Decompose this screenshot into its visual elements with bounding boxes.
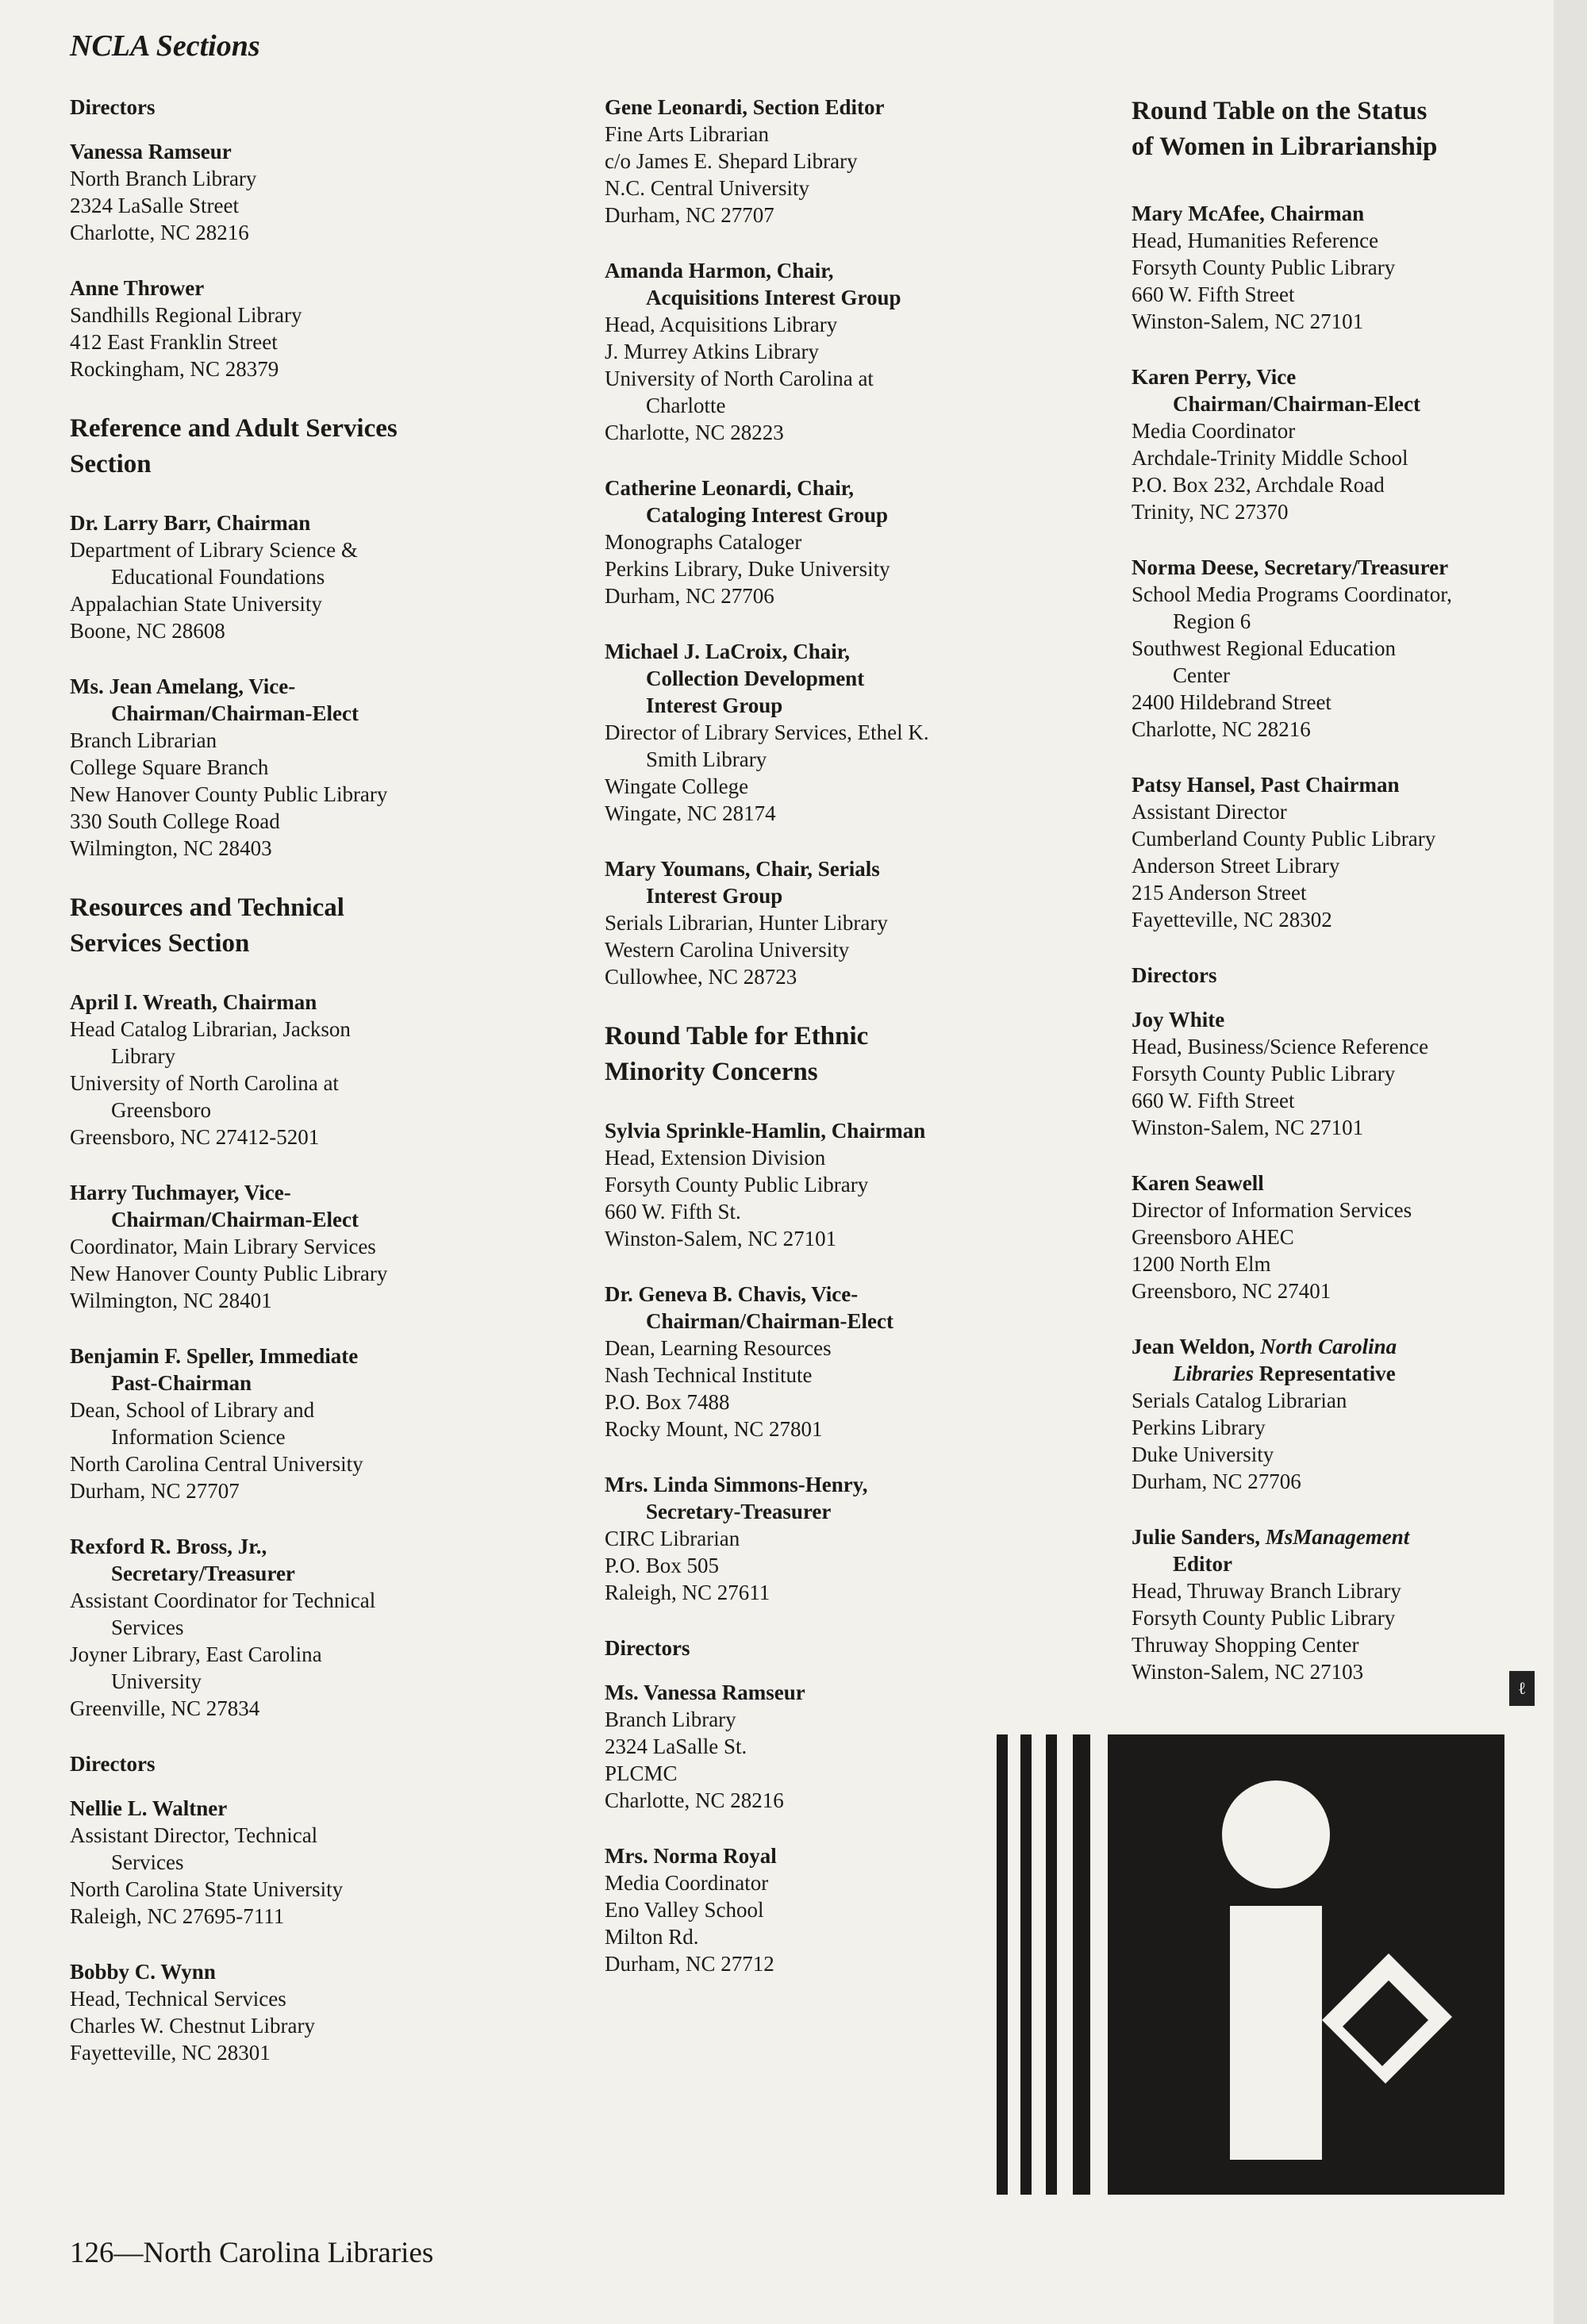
entry-name-text: Representative — [1254, 1362, 1396, 1385]
entry-line: Forsyth County Public Library — [1132, 1606, 1396, 1630]
directory-entry — [70, 509, 514, 644]
entry-name-line — [1132, 1360, 1552, 1387]
entry-name — [70, 673, 514, 727]
entry-name-line: Rexford R. Bross, Jr., — [70, 1535, 267, 1558]
directors-heading: Directors — [1132, 963, 1217, 987]
entry-line: Assistant Director — [1132, 800, 1287, 824]
entry-line: 215 Anderson Street — [1132, 881, 1307, 905]
entry-line: Wingate College — [605, 774, 749, 798]
entry-line: Raleigh, NC 27611 — [605, 1581, 770, 1604]
end-mark-icon: ℓ — [1509, 1671, 1535, 1706]
entry-line: Rocky Mount, NC 27801 — [605, 1417, 823, 1441]
entry-name-line: Dr. Geneva B. Chavis, Vice- — [605, 1282, 859, 1306]
entry-line: Rockingham, NC 28379 — [70, 357, 279, 381]
entry-line: 412 East Franklin Street — [70, 330, 278, 354]
entry-line: Raleigh, NC 27695-7111 — [70, 1904, 285, 1928]
entry-line: Assistant Coordinator for Technical — [70, 1588, 376, 1612]
entry-line: Coordinator, Main Library Services — [70, 1235, 376, 1258]
column-2 — [605, 94, 1017, 2006]
entry-name: Nellie L. Waltner — [70, 1796, 228, 1820]
directory-entry — [70, 1179, 514, 1314]
entry-name-line: Collection Development — [646, 666, 865, 690]
entry-line: 2400 Hildebrand Street — [1132, 690, 1331, 714]
section-heading-line: Round Table on the Status — [1132, 97, 1428, 125]
entry-name — [605, 257, 1017, 311]
entry-name-line — [1132, 1525, 1409, 1549]
directory-entry — [1132, 1006, 1552, 1141]
entry-line: 330 South College Road — [70, 809, 280, 833]
entry-line: Durham, NC 27712 — [605, 1952, 774, 1976]
directors-heading: Directors — [70, 95, 156, 119]
directory-entry — [70, 138, 514, 246]
entry-name-line: Chairman/Chairman-Elect — [1173, 392, 1420, 416]
entry-line: Charles W. Chestnut Library — [70, 2014, 315, 2038]
entry-name-line: Karen Perry, Vice — [1132, 365, 1297, 389]
entry-line: Thruway Shopping Center — [1132, 1633, 1359, 1657]
entry-name: Mrs. Norma Royal — [605, 1844, 777, 1868]
section-heading — [1132, 94, 1552, 165]
entry-name-line: Ms. Jean Amelang, Vice- — [70, 674, 296, 698]
entry-line: Services — [111, 1850, 184, 1874]
entry-name — [605, 1281, 1017, 1335]
entry-line: Fayetteville, NC 28302 — [1132, 908, 1332, 932]
entry-line: Dean, Learning Resources — [605, 1336, 832, 1360]
entry-line: North Branch Library — [70, 167, 257, 190]
entry-line: Head, Extension Division — [605, 1146, 826, 1170]
entry-line: Forsyth County Public Library — [605, 1173, 869, 1197]
entry-name-line: Secretary-Treasurer — [646, 1500, 832, 1523]
entry-name: Norma Deese, Secretary/Treasurer — [1132, 555, 1449, 579]
entry-line: Media Coordinator — [1132, 419, 1296, 443]
entry-name-line: Past-Chairman — [111, 1371, 252, 1395]
entry-line: Head, Acquisitions Library — [605, 313, 838, 336]
entry-line: Sandhills Regional Library — [70, 303, 302, 327]
directory-entry — [605, 474, 1017, 609]
entry-line: Trinity, NC 27370 — [1132, 500, 1289, 524]
entry-name-line: Michael J. LaCroix, Chair, — [605, 640, 850, 663]
library-logo-icon — [997, 1734, 1520, 2195]
section-heading — [70, 890, 514, 962]
entry-line: Head Catalog Librarian, Jackson — [70, 1017, 351, 1041]
entry-name — [1132, 1333, 1552, 1387]
entry-line: 2324 LaSalle Street — [70, 194, 239, 217]
entry-name-line: Secretary/Treasurer — [111, 1561, 295, 1585]
entry-name — [1132, 1523, 1552, 1577]
page-edge-shadow — [1554, 0, 1587, 2324]
entry-line: North Carolina Central University — [70, 1452, 363, 1476]
directors-heading: Directors — [70, 1752, 156, 1776]
entry-name-line: Chairman/Chairman-Elect — [111, 701, 359, 725]
directory-entry — [70, 989, 514, 1150]
entry-line: University of North Carolina at — [70, 1071, 339, 1095]
directory-entry — [605, 1281, 1017, 1442]
section-tag: NCLA Sections — [70, 29, 260, 63]
entry-line: Greenville, NC 27834 — [70, 1696, 260, 1720]
entry-line: Winston-Salem, NC 27103 — [1132, 1660, 1364, 1684]
entry-name: Dr. Larry Barr, Chairman — [70, 511, 311, 535]
entry-line: 2324 LaSalle St. — [605, 1734, 747, 1758]
entry-line: Center — [1173, 663, 1230, 687]
entry-line: Charlotte, NC 28223 — [605, 421, 784, 444]
entry-name-line: Benjamin F. Speller, Immediate — [70, 1344, 359, 1368]
entry-line: Wilmington, NC 28401 — [70, 1289, 272, 1312]
entry-line: Cumberland County Public Library — [1132, 827, 1436, 851]
entry-line: Charlotte — [646, 394, 726, 417]
entry-line: Durham, NC 27707 — [605, 203, 774, 227]
entry-line: c/o James E. Shepard Library — [605, 149, 858, 173]
entry-line: New Hanover County Public Library — [70, 782, 388, 806]
section-heading-line: Minority Concerns — [605, 1058, 818, 1086]
entry-line: Forsyth County Public Library — [1132, 255, 1396, 279]
entry-line: Durham, NC 27706 — [1132, 1469, 1301, 1493]
entry-line: 660 W. Fifth Street — [1132, 1089, 1295, 1112]
entry-line: P.O. Box 505 — [605, 1554, 720, 1577]
entry-line: Smith Library — [646, 747, 767, 771]
column-1 — [70, 94, 514, 2095]
directory-entry — [605, 1471, 1017, 1606]
directory-entry — [605, 94, 1017, 229]
section-heading — [605, 1019, 1017, 1090]
directory-entry — [1132, 771, 1552, 933]
entry-line: Head, Business/Science Reference — [1132, 1035, 1429, 1058]
entry-name-line: Interest Group — [646, 693, 783, 717]
entry-line: Greensboro AHEC — [1132, 1225, 1294, 1249]
entry-line: N.C. Central University — [605, 176, 809, 200]
entry-name-line: Harry Tuchmayer, Vice- — [70, 1181, 291, 1204]
entry-line: Durham, NC 27706 — [605, 584, 774, 608]
entry-name — [605, 1471, 1017, 1525]
entry-line: 660 W. Fifth St. — [605, 1200, 741, 1223]
entry-name-text: Julie Sanders, — [1132, 1525, 1266, 1549]
section-heading-line: Services Section — [70, 929, 250, 958]
entry-line: University of North Carolina at — [605, 367, 874, 390]
entry-line: Winston-Salem, NC 27101 — [605, 1227, 837, 1250]
entry-line: Region 6 — [1173, 609, 1251, 633]
entry-line: Charlotte, NC 28216 — [605, 1788, 784, 1812]
entry-line: Educational Foundations — [111, 565, 325, 589]
directory-entry — [70, 275, 514, 382]
entry-line: Wilmington, NC 28403 — [70, 836, 272, 860]
entry-line: Media Coordinator — [605, 1871, 769, 1895]
entry-line: Library — [111, 1044, 175, 1068]
entry-name — [1132, 363, 1552, 417]
entry-line: Branch Library — [605, 1707, 736, 1731]
directory-entry — [1132, 1333, 1552, 1495]
directory-entry — [1132, 554, 1552, 743]
entry-line: School Media Programs Coordinator, — [1132, 582, 1452, 606]
entry-line: Milton Rd. — [605, 1925, 699, 1949]
directory-entry — [605, 257, 1017, 446]
directory-entry — [605, 1117, 1017, 1252]
entry-line: University — [111, 1669, 202, 1693]
directory-entry — [70, 1795, 514, 1930]
entry-line: Forsyth County Public Library — [1132, 1062, 1396, 1085]
entry-line: Anderson Street Library — [1132, 854, 1340, 878]
entry-line: Greensboro, NC 27401 — [1132, 1279, 1331, 1303]
entry-line: Eno Valley School — [605, 1898, 764, 1922]
entry-line: 1200 North Elm — [1132, 1252, 1271, 1276]
entry-line: Wingate, NC 28174 — [605, 801, 776, 825]
entry-line: Branch Librarian — [70, 728, 217, 752]
entry-line: North Carolina State University — [70, 1877, 344, 1901]
entry-name-italic: Libraries — [1173, 1362, 1255, 1385]
entry-name: Ms. Vanessa Ramseur — [605, 1681, 805, 1704]
entry-line: Nash Technical Institute — [605, 1363, 813, 1387]
entry-line: Fayetteville, NC 28301 — [70, 2041, 271, 2065]
entry-line: Durham, NC 27707 — [70, 1479, 240, 1503]
entry-line: Charlotte, NC 28216 — [70, 221, 249, 244]
entry-line: J. Murrey Atkins Library — [605, 340, 819, 363]
entry-line: Cullowhee, NC 28723 — [605, 965, 797, 989]
entry-line: Perkins Library, Duke University — [605, 557, 890, 581]
entry-name: Gene Leonardi, Section Editor — [605, 95, 885, 119]
entry-name — [605, 855, 1017, 909]
entry-line: Winston-Salem, NC 27101 — [1132, 309, 1364, 333]
entry-line: Director of Information Services — [1132, 1198, 1412, 1222]
entry-name: Anne Thrower — [70, 276, 205, 300]
directory-entry — [605, 1679, 1017, 1814]
entry-line: Head, Thruway Branch Library — [1132, 1579, 1401, 1603]
entry-line: Assistant Director, Technical — [70, 1823, 318, 1847]
entry-name: Mary McAfee, Chairman — [1132, 202, 1365, 225]
entry-name-line — [1132, 1335, 1397, 1358]
directory-entry — [1132, 1170, 1552, 1304]
entry-line: CIRC Librarian — [605, 1527, 740, 1550]
entry-name — [605, 638, 1017, 719]
entry-name-line: Mary Youmans, Chair, Serials — [605, 857, 880, 881]
entry-name — [70, 1533, 514, 1587]
entry-line: Head, Technical Services — [70, 1987, 286, 2011]
directory-entry — [70, 1533, 514, 1722]
entry-line: Department of Library Science & — [70, 538, 358, 562]
entry-line: Director of Library Services, Ethel K. — [605, 720, 929, 744]
entry-line: Serials Librarian, Hunter Library — [605, 911, 888, 935]
page-footer: 126—North Carolina Libraries — [70, 2237, 434, 2269]
entry-line: Fine Arts Librarian — [605, 122, 769, 146]
entry-line: New Hanover County Public Library — [70, 1262, 388, 1285]
directory-entry — [605, 638, 1017, 827]
directory-entry — [605, 855, 1017, 990]
entry-name: Bobby C. Wynn — [70, 1960, 216, 1984]
entry-name-line: Chairman/Chairman-Elect — [646, 1309, 893, 1333]
entry-line: Greensboro, NC 27412-5201 — [70, 1125, 320, 1149]
entry-name — [70, 1179, 514, 1233]
entry-line: Duke University — [1132, 1442, 1274, 1466]
entry-name-line: Acquisitions Interest Group — [646, 286, 901, 309]
entry-line: 660 W. Fifth Street — [1132, 282, 1295, 306]
section-heading-line: of Women in Librarianship — [1132, 133, 1438, 161]
directory-entry — [1132, 200, 1552, 335]
directory-entry — [1132, 1523, 1552, 1685]
entry-line: Boone, NC 28608 — [70, 619, 225, 643]
entry-line: Charlotte, NC 28216 — [1132, 717, 1311, 741]
section-heading-line: Resources and Technical — [70, 893, 344, 922]
entry-line: Dean, School of Library and — [70, 1398, 315, 1422]
entry-name: Karen Seawell — [1132, 1171, 1264, 1195]
entry-name-line: Chairman/Chairman-Elect — [111, 1208, 359, 1231]
entry-line: Winston-Salem, NC 27101 — [1132, 1116, 1364, 1139]
section-heading — [70, 411, 514, 482]
directory-entry — [605, 1842, 1017, 1977]
entry-name-line: Mrs. Linda Simmons-Henry, — [605, 1473, 868, 1496]
entry-line: PLCMC — [605, 1761, 678, 1785]
entry-name-text: Jean Weldon, — [1132, 1335, 1261, 1358]
entry-line: Services — [111, 1615, 184, 1639]
directors-heading: Directors — [605, 1636, 690, 1660]
section-heading-line: Reference and Adult Services — [70, 414, 398, 443]
entry-name-line: Cataloging Interest Group — [646, 503, 889, 527]
entry-line: Serials Catalog Librarian — [1132, 1389, 1347, 1412]
section-heading-line: Round Table for Ethnic — [605, 1022, 869, 1051]
entry-name: Sylvia Sprinkle-Hamlin, Chairman — [605, 1119, 926, 1143]
entry-line: P.O. Box 232, Archdale Road — [1132, 473, 1385, 497]
entry-name — [70, 1343, 514, 1396]
entry-name-line: Amanda Harmon, Chair, — [605, 259, 834, 282]
entry-line: Greensboro — [111, 1098, 211, 1122]
entry-line: Information Science — [111, 1425, 286, 1449]
entry-name-italic: MsManagement — [1265, 1525, 1410, 1549]
entry-name-italic: North Carolina — [1260, 1335, 1397, 1358]
entry-name-line: Editor — [1173, 1552, 1233, 1576]
entry-line: Joyner Library, East Carolina — [70, 1642, 322, 1666]
entry-line: P.O. Box 7488 — [605, 1390, 730, 1414]
entry-line: Southwest Regional Education — [1132, 636, 1396, 660]
entry-line: Appalachian State University — [70, 592, 322, 616]
entry-name: Patsy Hansel, Past Chairman — [1132, 773, 1400, 797]
entry-line: Perkins Library — [1132, 1416, 1266, 1439]
entry-name — [605, 474, 1017, 528]
entry-line: Archdale-Trinity Middle School — [1132, 446, 1408, 470]
column-3 — [1132, 94, 1552, 1714]
entry-name: Joy White — [1132, 1008, 1225, 1031]
entry-line: Western Carolina University — [605, 938, 850, 962]
entry-line: College Square Branch — [70, 755, 269, 779]
entry-name-line: Catherine Leonardi, Chair, — [605, 476, 855, 500]
entry-line: Monographs Cataloger — [605, 530, 802, 554]
directory-entry — [70, 1343, 514, 1504]
section-heading-line: Section — [70, 450, 152, 478]
entry-name-line: Interest Group — [646, 884, 783, 908]
entry-name: April I. Wreath, Chairman — [70, 990, 317, 1014]
directory-entry — [1132, 363, 1552, 525]
directory-entry — [70, 1958, 514, 2066]
entry-line: Head, Humanities Reference — [1132, 229, 1379, 252]
entry-name: Vanessa Ramseur — [70, 140, 232, 163]
directory-entry — [70, 673, 514, 862]
